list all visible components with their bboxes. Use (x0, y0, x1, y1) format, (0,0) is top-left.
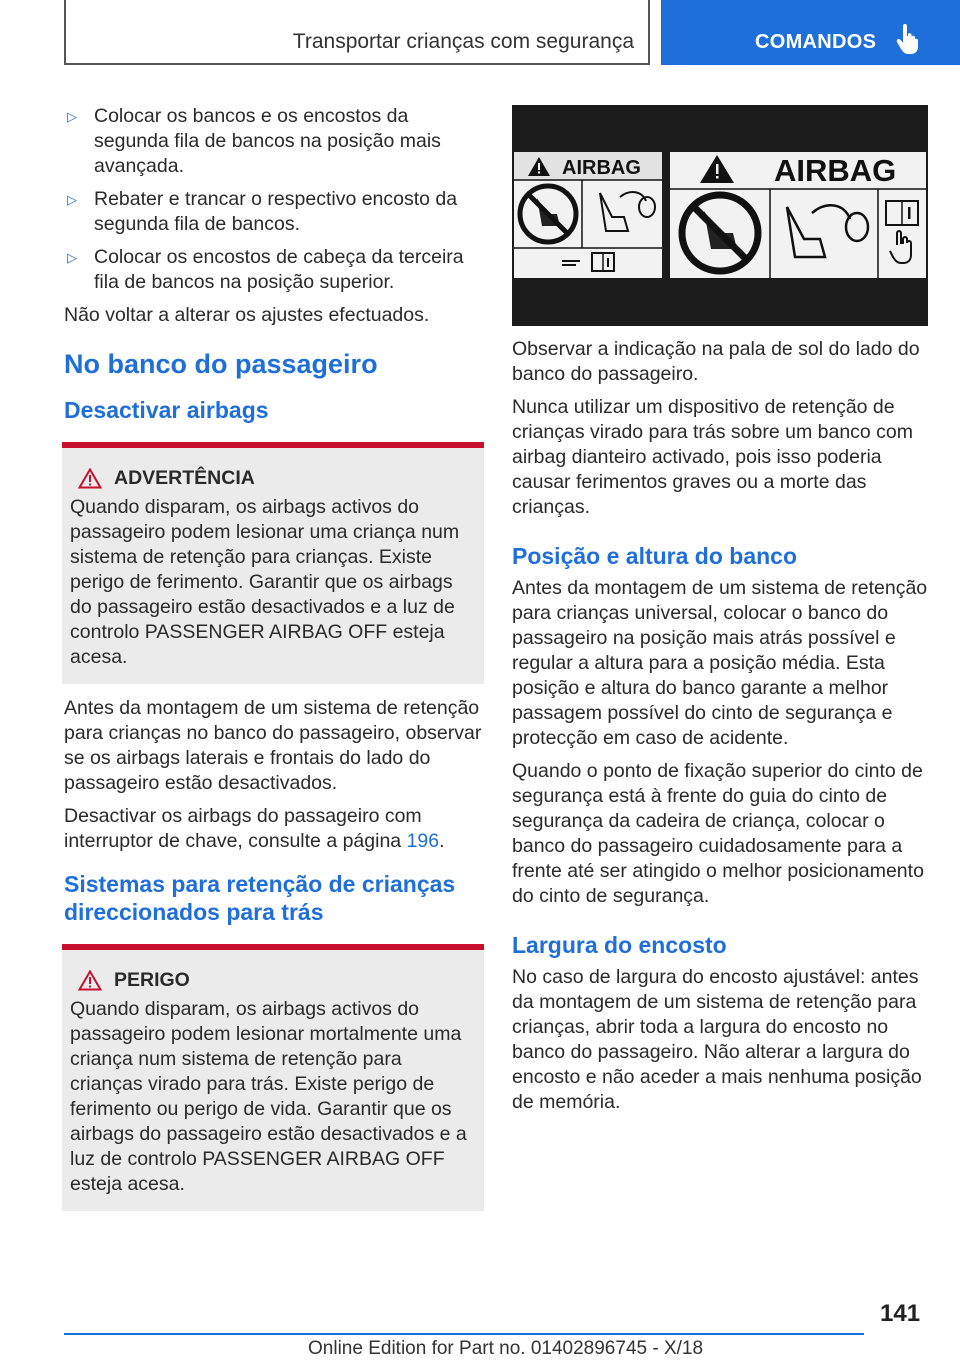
note-text: Não voltar a alterar os ajustes efectuados. (64, 304, 430, 326)
footer-divider (64, 1333, 864, 1335)
triangle-bullet-icon: ▷ (67, 109, 77, 124)
paragraph: Nunca utilizar um dispositivo de retenção de crianças virado para trás sobre um banco com airbag dianteiro activado, pois isso poderia causar ferimentos graves ou a morte das crianças. (512, 396, 914, 518)
footer-edition: Online Edition for Part no. 01402896745 - X/18 (308, 1338, 704, 1359)
airbag-label-small (514, 152, 662, 278)
subheading-seat-position: Posição e altura do banco (512, 543, 798, 569)
subheading-rear-facing: Sistemas para retenção de crianças direccionados para trás (64, 871, 456, 925)
list-item: ▷ Rebater e trancar o respectivo encosto da segunda fila de bancos. (67, 188, 458, 235)
danger-text: Quando disparam, os airbags activos do passageiro podem lesionar mortalmente uma criança num sistema de retenção para crianças virado para trás. Existe perigo de ferimento ou perigo de vida. Garantir que os airbags do passageiro estão desactivados e a luz de controlo PASSENGER AIRBAG OFF esteja acesa. (70, 998, 467, 1195)
warning-title: ADVERTÊNCIA (70, 466, 476, 491)
warning-triangle-icon (78, 468, 102, 489)
subheading-backrest-width: Largura do encosto (512, 932, 727, 958)
no-child-seat-icon (520, 186, 576, 242)
paragraph: No caso de largura do encosto ajustável: antes da montagem de um sistema de retenção para crianças, abrir toda a largura do encosto no banco do passageiro. Não alterar a largura do encosto e não aceder a mais nenhuma posição de memória. (512, 966, 922, 1113)
paragraph: Desactivar os airbags do passageiro com interruptor de chave, consulte a página 196. (64, 805, 445, 852)
danger-title: PERIGO (70, 968, 476, 993)
warning-box (62, 442, 484, 684)
page-link[interactable]: 196 (406, 830, 440, 852)
page-number: 141 (880, 1300, 921, 1327)
warning-text: Quando disparam, os airbags activos do passageiro podem lesionar uma criança num sistema de retenção para crianças. Existe perigo de ferimento. Garantir que os airbags do passageiro estão desactivados e a luz de controlo PASSENGER AIRBAG OFF esteja acesa. (70, 496, 460, 668)
airbag-label-small-text: AIRBAG (562, 157, 641, 179)
right-column (512, 337, 930, 1123)
chapter-tab[interactable] (661, 0, 960, 65)
list-item: ▷ Colocar os encostos de cabeça da terceira fila de bancos na posição superior. (67, 246, 464, 293)
list-item: ▷ Colocar os bancos e os encostos da segunda fila de bancos na posição mais avançada. (67, 105, 441, 177)
airbag-label-figure (512, 105, 928, 326)
triangle-bullet-icon: ▷ (67, 192, 77, 207)
paragraph: Antes da montagem de um sistema de retenção para crianças universal, colocar o banco do passageiro na posição mais atrás possível e regular a altura para a posição média. Esta posição e altura do banco garante a melhor passagem possível do cinto de segurança e protecção em caso de acidente. (512, 577, 928, 749)
paragraph: Observar a indicação na pala de sol do lado do banco do passageiro. (512, 338, 920, 385)
warning-triangle-icon (78, 970, 102, 991)
airbag-label-large (670, 152, 926, 278)
section-title: Transportar crianças com segurança (292, 30, 634, 53)
triangle-bullet-icon: ▷ (67, 250, 77, 265)
pointing-hand-icon (896, 24, 918, 54)
chapter-title: COMANDOS (755, 31, 877, 53)
left-column (64, 104, 482, 1223)
no-child-seat-icon (682, 195, 758, 271)
section-heading-passenger-seat: No banco do passageiro (64, 349, 378, 379)
paragraph: Antes da montagem de um sistema de retenção para crianças no banco do passageiro, observar se os airbags laterais e frontais do lado do passageiro estão desactivados. (64, 697, 482, 794)
paragraph: Quando o ponto de fixação superior do cinto de segurança está à frente do guia do cinto de segurança da cadeira de criança, colocar o banco do passageiro cuidadosamente para a frente até ser atingido o melhor posicionamento do cinto de segurança. (512, 760, 924, 907)
header-section-box (64, 0, 650, 65)
danger-box (62, 944, 484, 1211)
airbag-label-large-text: AIRBAG (774, 153, 897, 188)
subheading-deactivate-airbags: Desactivar airbags (64, 397, 269, 423)
